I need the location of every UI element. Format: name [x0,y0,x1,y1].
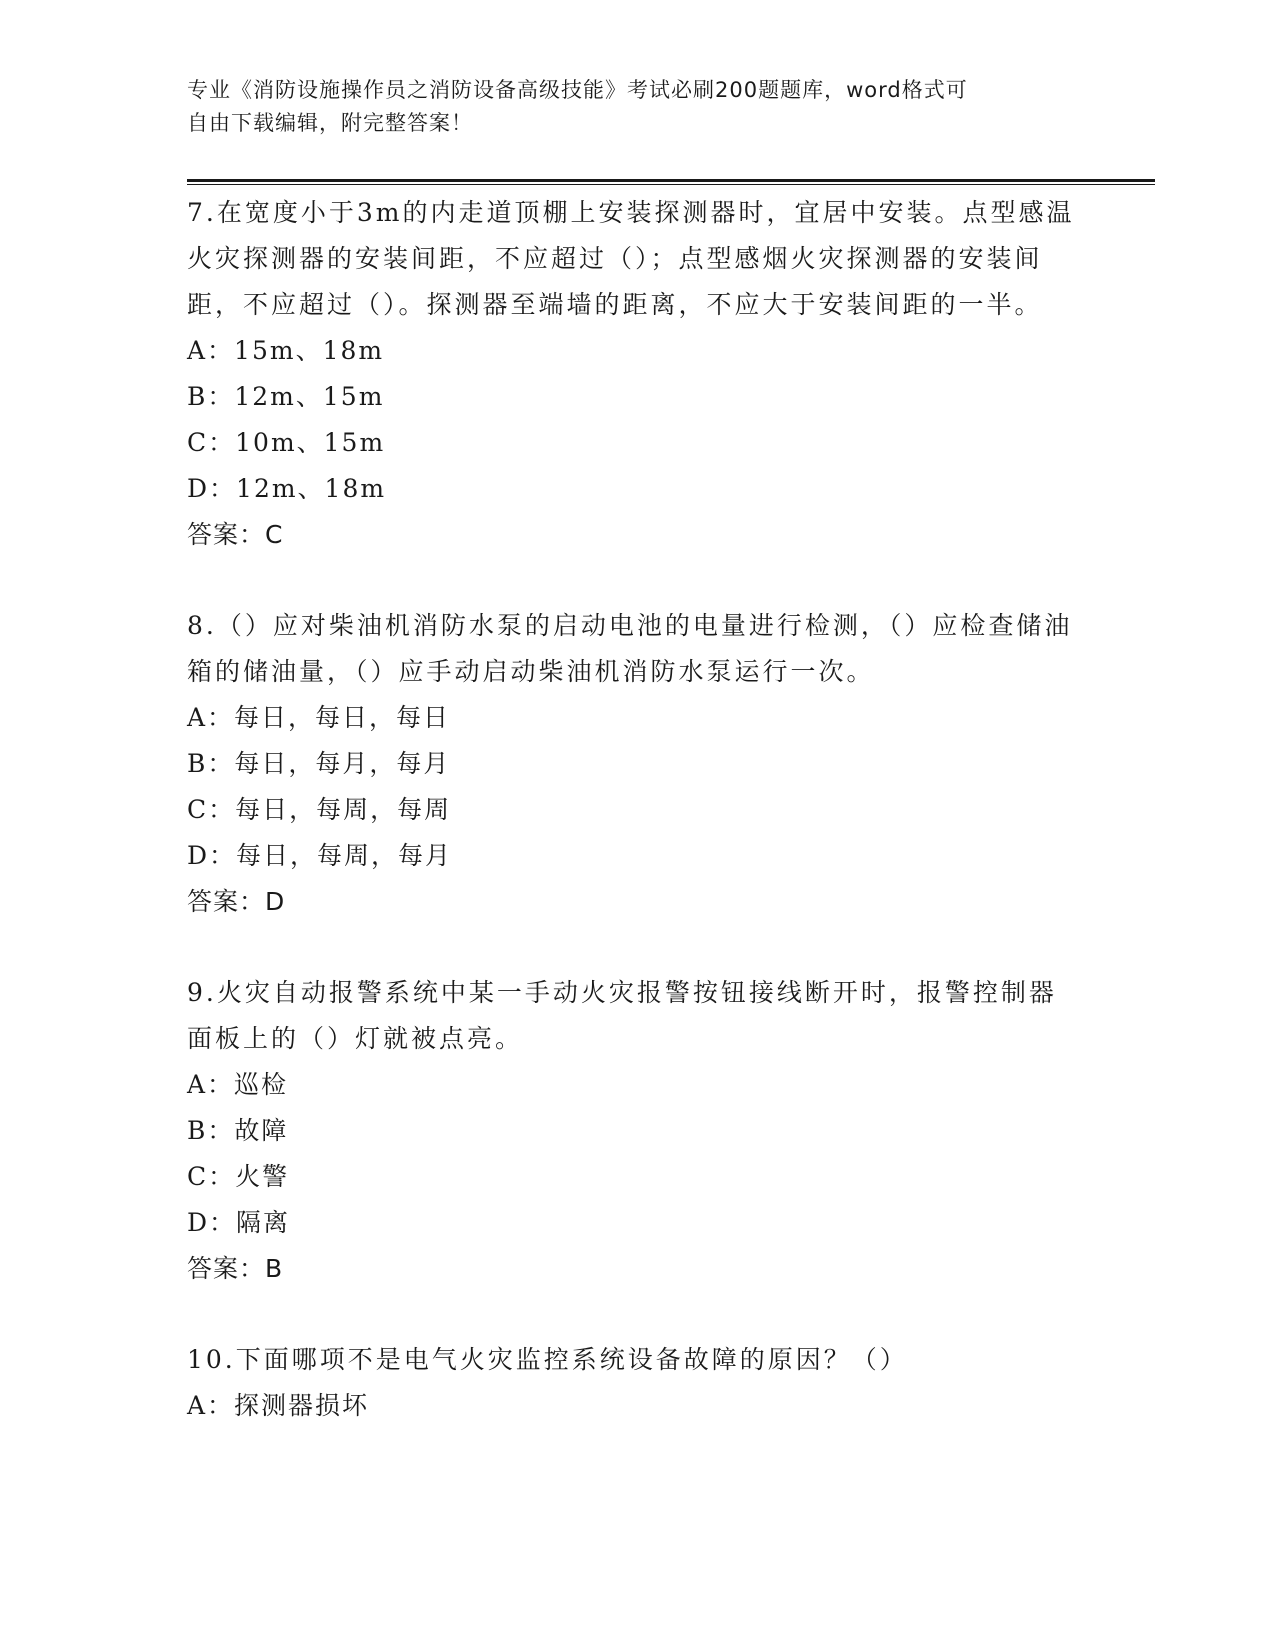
option-d: D：12m、18m [187,474,387,503]
question-text: 10.下面哪项不是电气火灾监控系统设备故障的原因？（） [187,1345,908,1374]
question-10 [187,1337,1077,1429]
option-d: D：每日，每周，每月 [187,841,453,870]
option-a: A：巡检 [187,1070,289,1099]
question-9 [187,970,1077,1292]
question-8 [187,603,1077,925]
question-text: 8.（）应对柴油机消防水泵的启动电池的电量进行检测，（）应检查储油箱的储油量，（）应手动启动柴油机消防水泵运行一次。 [187,611,1073,686]
document-header [187,74,1067,140]
option-b: B：故障 [187,1116,289,1145]
option-c: C：10m、15m [187,428,386,457]
question-7 [187,190,1077,558]
option-a: A：15m、18m [187,336,385,365]
option-b: B：12m、15m [187,382,385,411]
answer-line: 答案：B [187,1254,284,1283]
answer-line: 答案：C [187,520,284,549]
answer-line: 答案：D [187,887,286,916]
question-text: 9.火灾自动报警系统中某一手动火灾报警按钮接线断开时，报警控制器面板上的（）灯就被点亮。 [187,978,1057,1053]
header-line-1: 专业《消防设施操作员之消防设备高级技能》考试必刷200题题库，word格式可 [187,78,968,102]
option-a: A：探测器损坏 [187,1391,370,1420]
header-divider-thick [187,179,1155,182]
question-list [187,190,1077,1429]
question-text: 7.在宽度小于3m的内走道顶棚上安装探测器时，宜居中安装。点型感温火灾探测器的安装间距，不应超过（）；点型感烟火灾探测器的安装间距，不应超过（）。探测器至端墙的距离，不应大于安装间距的一半。 [187,198,1075,319]
option-d: D：隔离 [187,1208,291,1237]
option-c: C：火警 [187,1162,290,1191]
option-c: C：每日，每周，每周 [187,795,452,824]
header-divider-thin [187,184,1155,185]
option-b: B：每日，每月，每月 [187,749,451,778]
header-line-2: 自由下载编辑，附完整答案！ [187,111,473,135]
option-a: A：每日，每日，每日 [187,703,451,732]
